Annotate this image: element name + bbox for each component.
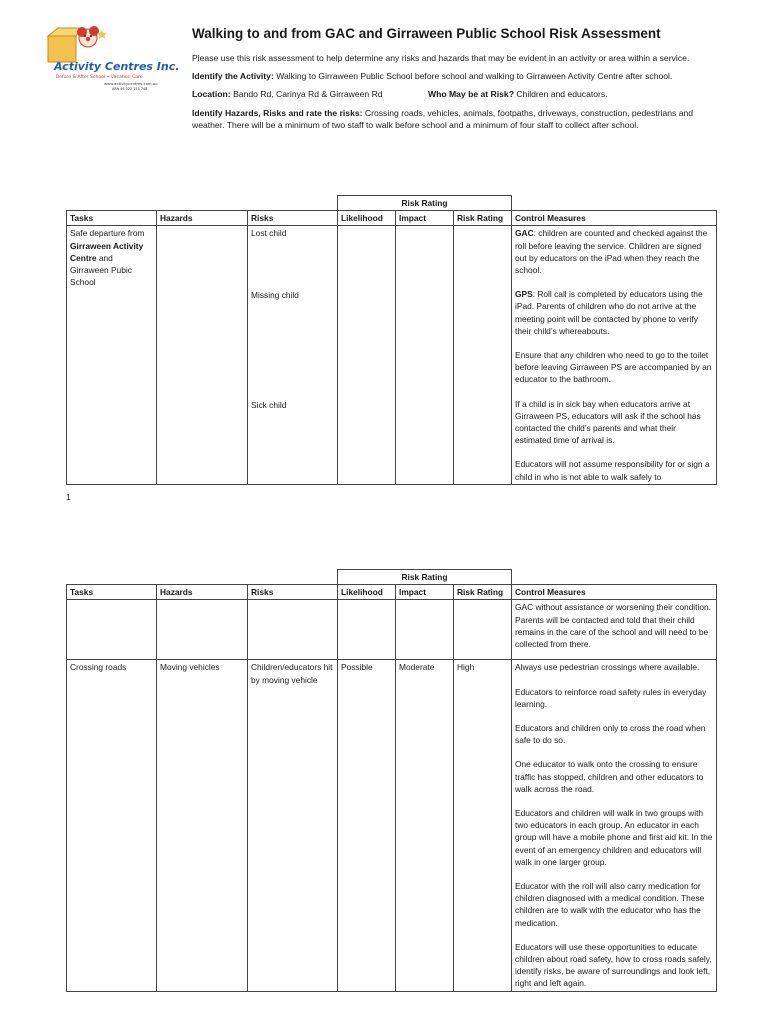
task-cell [67,600,157,660]
activity-label: Identify the Activity: [192,71,274,82]
task-text-bold: Girraween Activity Centre [70,240,144,263]
logo-tagline: Before & After School • Vacation Care [56,75,143,80]
impact-cell [396,600,454,660]
logo-name: Activity Centres Inc. [54,60,180,73]
hazards-line [192,107,712,131]
cm-responsibility: Educators will not assume responsibility for or sign a child in who is not able to walk safely to [515,459,710,482]
header-tasks: Tasks [67,211,157,226]
header-risks: Risks [248,585,338,600]
logo-abn: ABN 46 022 153 748 [112,87,148,91]
header-hazards: Hazards [157,585,248,600]
header-impact: Impact [396,211,454,226]
logo-graphic [42,22,182,94]
header-impact: Impact [396,585,454,600]
risk-table-page-2 [66,569,717,992]
header-control-measures: Control Measures [512,211,717,226]
activity-value: Walking to Girraween Public School before school and walking to Girraween Activity Centre after school. [276,71,673,82]
cm-item: Educators to reinforce road safety rules in everyday learning. [515,686,707,709]
risk-rating-group-header: Risk Rating [338,570,512,585]
cm-gac [515,227,713,276]
header-risks: Risks [248,211,338,226]
header-control-measures: Control Measures [512,585,717,600]
likelihood-cell: Possible [338,660,396,991]
risk-missing-child: Missing child [251,289,299,300]
header-likelihood: Likelihood [338,585,396,600]
cm-item: Educators and children will walk in two groups with two educators in each group. An educator in each group will have a mobile phone and first aid kit. In the event of an emergency children and educators will walk in one larger group. [515,808,713,867]
risk-sick-child: Sick child [251,399,287,410]
risk-cell: Children/educators hit by moving vehicle [248,660,338,991]
cm-gps-text: : Roll call is completed by educators using the iPad. Parents of children who do not arrive at the meeting point will be contacted by phone to verify their child’s whereabouts. [515,289,703,336]
rating-cell [454,226,512,484]
cm-gac-label: GAC [515,228,534,239]
page-number: 1 [66,492,71,502]
hazard-cell: Moving vehicles [157,660,248,991]
who-cell [428,88,608,100]
task-cell: Crossing roads [67,660,157,991]
cm-item: Educators and children only to cross the road when safe to do so. [515,723,706,746]
cm-gps-label: GPS [515,289,533,300]
risk-cell [248,226,338,484]
location-line [192,88,712,100]
activity-centres-logo [42,22,182,94]
rating-cell: High [454,660,512,991]
location-cell [192,88,428,100]
location-label: Location: [192,89,231,100]
task-text-post: and Girraween Pubic School [70,252,132,288]
cm-toilet: Ensure that any children who need to go to the toilet before leaving Girraween PS are accompanied by an educator to the bathroom. [515,350,712,385]
location-value: Bando Rd, Carinya Rd & Girraween Rd [233,89,383,100]
table-header-row [67,211,717,226]
rating-cell [454,600,512,660]
cm-sick-bay: If a child is in sick bay when educators arrive at Girraween PS, educators will ask if the school has contacted the child’s parents and what their estimated time of arrival is. [515,398,701,446]
table-row [67,226,717,484]
task-cell [67,226,157,484]
risk-lost-child: Lost child [251,228,287,239]
header-hazards: Hazards [157,211,248,226]
intro-section [192,52,712,137]
header-risk-rating: Risk Rating [454,585,512,600]
cm-gac-text: : children are counted and checked against the roll before leaving the service. Children are signed out by educators on the iPad when they reach the school. [515,228,708,276]
impact-cell [396,226,454,484]
task-text-pre: Safe departure from [70,228,145,239]
header-likelihood: Likelihood [338,211,396,226]
cm-gps [515,288,713,337]
impact-cell: Moderate [396,660,454,991]
document-title: Walking to and from GAC and Girraween Public School Risk Assessment [192,26,661,41]
who-label: Who May be at Risk? [428,89,514,100]
table-row [67,600,717,660]
continued-control-measures: GAC without assistance or worsening their condition. Parents will be contacted and told that their child remains in the care of the school and will need to be collected from there. [512,600,717,660]
hazards-label: Identify Hazards, Risks and rate the risks: [192,107,363,118]
hazard-cell [157,226,248,484]
control-measures-cell [512,226,717,484]
logo-website: www.activitycentres.com.au [104,81,158,86]
likelihood-cell [338,600,396,660]
risk-table-page-1 [66,195,717,485]
table-header-row [67,585,717,600]
hazards-value: Crossing roads, vehicles, animals, footpaths, driveways, construction, pedestrians and weather. There will be a minimum of two staff to walk before school and a minimum of four staff to collect after school. [192,107,694,130]
intro-description: Please use this risk assessment to help determine any risks and hazards that may be evident in an activity or area within a service. [192,53,690,63]
likelihood-cell [338,226,396,484]
header-risk-rating: Risk Rating [454,211,512,226]
table-row [67,660,717,991]
cm-item: One educator to walk onto the crossing to ensure traffic has stopped, children and other educators to walk across the road. [515,759,704,794]
header-tasks: Tasks [67,585,157,600]
risk-rating-group-header: Risk Rating [338,196,512,211]
risk-cell [248,600,338,660]
cm-item: Educators will use these opportunities to educate children about road safety, how to cross roads safely, identify risks, be aware of surroundings and look left, right and left again. [515,941,712,989]
control-measures-cell [512,660,717,991]
activity-line [192,70,712,82]
cm-item: Educator with the roll will also carry medication for children diagnosed with a medical condition. These children are to walk with the educator who has the medication. [515,881,705,928]
who-value: Children and educators. [516,89,608,100]
cm-item: Always use pedestrian crossings where available. [515,662,700,673]
hazard-cell [157,600,248,660]
